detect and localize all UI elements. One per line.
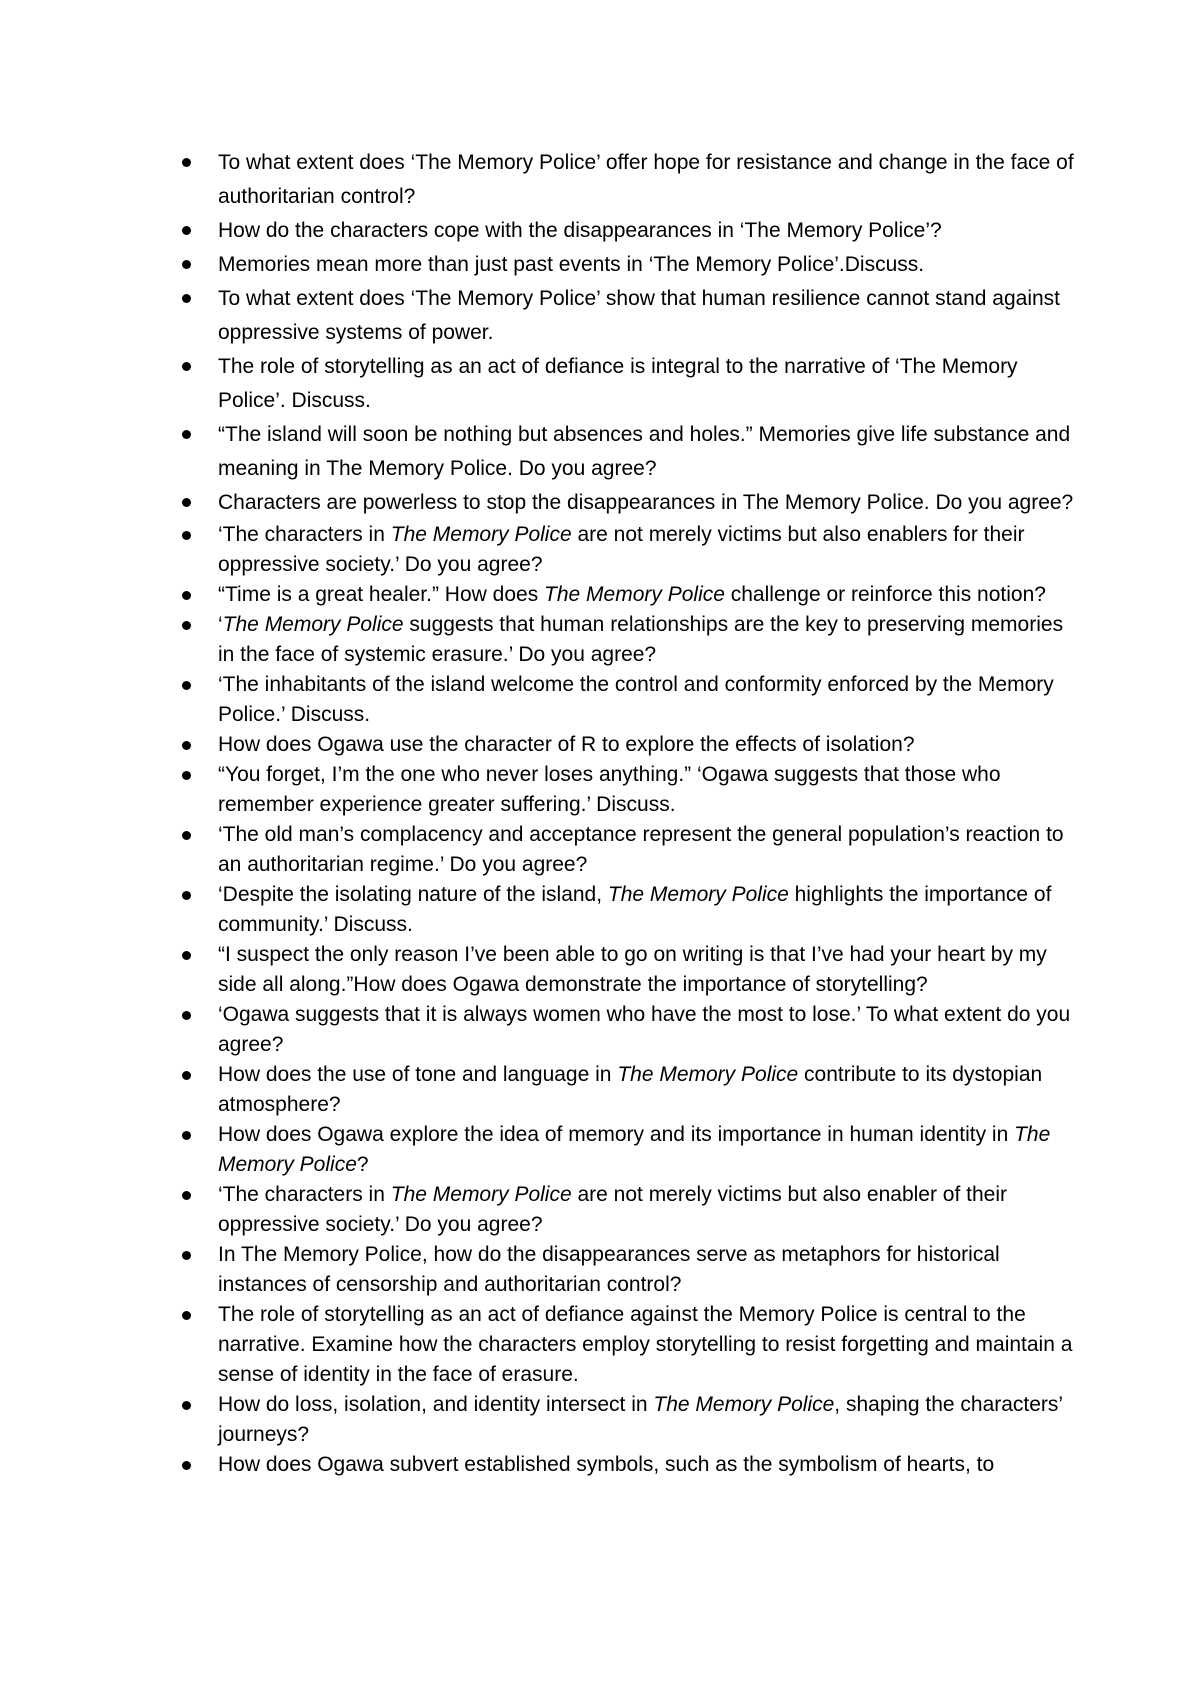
question-text-b: challenge or reinforce this notion? (724, 583, 1046, 606)
question-text: To what extent does ‘The Memory Police’ show that human resilience cannot stand against oppressive systems of power. (218, 287, 1061, 344)
question-text: Memories mean more than just past events in ‘The Memory Police’.Discuss. (218, 253, 925, 276)
list-item (182, 670, 1082, 730)
question-text-b: ? (356, 1153, 369, 1176)
book-title: The Memory Police (390, 1183, 572, 1206)
question-text: In The Memory Police, how do the disappearances serve as metaphors for historical instances of censorship and authoritarian control? (218, 1243, 1000, 1296)
bullet-icon (182, 1011, 191, 1020)
bullet-icon (182, 531, 191, 540)
bullet-icon (182, 1071, 191, 1080)
question-list (182, 146, 1082, 1480)
bullet-icon (182, 260, 191, 269)
list-item (182, 940, 1082, 1000)
list-item (182, 1180, 1082, 1240)
bullet-icon (182, 681, 191, 690)
bullet-icon (182, 831, 191, 840)
question-text-a: How do loss, isolation, and identity intersect in (218, 1393, 654, 1416)
question-text-a: ‘ (218, 613, 223, 636)
question-text-a: How does Ogawa explore the idea of memory and its importance in human identity in (218, 1123, 1015, 1146)
question-text-a: How does the use of tone and language in (218, 1063, 618, 1086)
list-item (182, 820, 1082, 880)
question-text: How does Ogawa use the character of R to explore the effects of isolation? (218, 733, 915, 756)
question-text: The role of storytelling as an act of defiance is integral to the narrative of ‘The Memory Police’. Discuss. (218, 355, 1018, 412)
question-text-b: highlights the importance of community.’ Discuss. (218, 883, 1052, 936)
bullet-icon (182, 362, 191, 371)
bullet-icon (182, 430, 191, 439)
list-item (182, 520, 1082, 580)
bullet-icon (182, 1461, 191, 1470)
question-text: To what extent does ‘The Memory Police’ offer hope for resistance and change in the face of authoritarian control? (218, 151, 1074, 208)
list-item (182, 1450, 1082, 1480)
list-item (182, 350, 1082, 418)
book-title: The Memory Police (218, 1123, 1051, 1176)
question-text: ‘The inhabitants of the island welcome the control and conformity enforced by the Memory Police.’ Discuss. (218, 673, 1054, 726)
question-text: The role of storytelling as an act of defiance against the Memory Police is central to the narrative. Examine how the characters employ storytelling to resist forgetting and maintain a sense of identity in the face of erasure. (218, 1303, 1073, 1386)
bullet-icon (182, 498, 191, 507)
bullet-icon (182, 1311, 191, 1320)
question-text: How do the characters cope with the disappearances in ‘The Memory Police’? (218, 219, 942, 242)
book-title: The Memory Police (617, 1063, 799, 1086)
question-text-a: “Time is a great healer.” How does (218, 583, 545, 606)
bullet-icon (182, 1251, 191, 1260)
bullet-icon (182, 226, 191, 235)
list-item (182, 214, 1082, 248)
question-text: ‘The old man’s complacency and acceptance represent the general population’s reaction to an authoritarian regime.’ Do you agree? (218, 823, 1064, 876)
book-title: The Memory Police (222, 613, 404, 636)
book-title: The Memory Police (544, 583, 725, 606)
bullet-icon (182, 621, 191, 630)
list-item (182, 248, 1082, 282)
bullet-icon (182, 1401, 191, 1410)
list-item (182, 580, 1082, 610)
list-item (182, 1390, 1082, 1450)
question-text-a: ‘The characters in (218, 523, 391, 546)
bullet-icon (182, 891, 191, 900)
question-text-b: contribute to its dystopian atmosphere? (218, 1063, 1043, 1116)
bullet-icon (182, 951, 191, 960)
list-item (182, 1120, 1082, 1180)
list-item (182, 146, 1082, 214)
question-text-b: , shaping the characters’ journeys? (218, 1393, 1063, 1446)
question-text: Characters are powerless to stop the disappearances in The Memory Police. Do you agree? (218, 491, 1074, 514)
book-title: The Memory Police (653, 1393, 835, 1416)
bullet-icon (182, 1191, 191, 1200)
bullet-icon (182, 741, 191, 750)
list-item (182, 760, 1082, 820)
question-text-b: suggests that human relationships are the key to preserving memories in the face of systemic erasure.’ Do you agree? (218, 613, 1064, 666)
question-text-b: are not merely victims but also enabler of their oppressive society.’ Do you agree? (218, 1183, 1008, 1236)
bullet-icon (182, 1131, 191, 1140)
question-text: “You forget, I’m the one who never loses anything.” ‘Ogawa suggests that those who remember experience greater suffering.’ Discuss. (218, 763, 1001, 816)
book-title: The Memory Police (607, 883, 789, 906)
question-text-a: ‘Despite the isolating nature of the island, (218, 883, 608, 906)
question-text: ‘Ogawa suggests that it is always women who have the most to lose.’ To what extent do you agree? (218, 1003, 1071, 1056)
list-item (182, 1060, 1082, 1120)
question-text: “The island will soon be nothing but absences and holes.” Memories give life substance and meaning in The Memory Police. Do you agree? (218, 423, 1071, 480)
question-text: “I suspect the only reason I’ve been able to go on writing is that I’ve had your heart by my side all along.”How does Ogawa demonstrate the importance of storytelling? (218, 943, 1047, 996)
list-item (182, 486, 1082, 520)
list-item (182, 610, 1082, 670)
bullet-icon (182, 591, 191, 600)
list-item (182, 282, 1082, 350)
list-item (182, 880, 1082, 940)
bullet-icon (182, 158, 191, 167)
bullet-icon (182, 771, 191, 780)
list-item (182, 1000, 1082, 1060)
book-title: The Memory Police (390, 523, 572, 546)
list-item (182, 730, 1082, 760)
question-text: How does Ogawa subvert established symbols, such as the symbolism of hearts, to (218, 1453, 995, 1476)
question-text-b: are not merely victims but also enablers for their oppressive society.’ Do you agree? (218, 523, 1025, 576)
list-item (182, 1240, 1082, 1300)
question-text-a: ‘The characters in (218, 1183, 391, 1206)
bullet-icon (182, 294, 191, 303)
list-item (182, 418, 1082, 486)
list-item (182, 1300, 1082, 1390)
